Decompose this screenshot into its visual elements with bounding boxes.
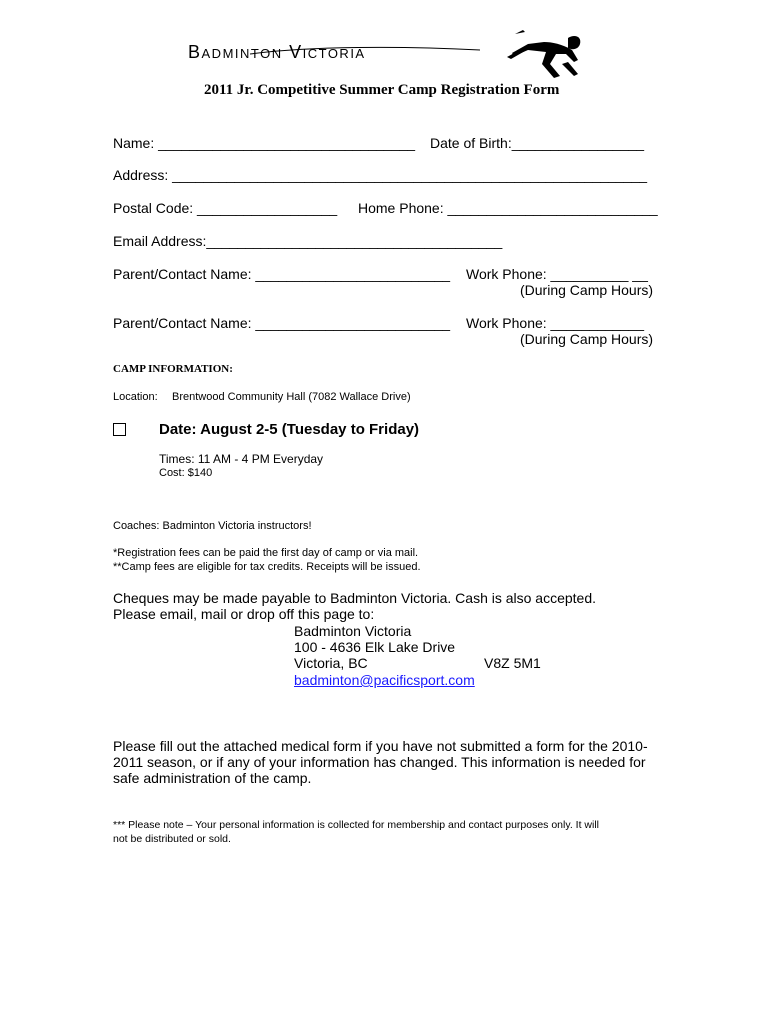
address-field[interactable]: Address: _____________________________________________________________ (113, 167, 648, 183)
camp-cost: Cost: $140 (159, 467, 213, 479)
address-org: Badminton Victoria (294, 623, 412, 639)
during-camp-hours-2: (During Camp Hours) (520, 331, 654, 347)
name-field[interactable]: Name: _________________________________ (113, 135, 416, 151)
work-phone-2-field[interactable]: Work Phone: ____________ (466, 315, 644, 331)
cheques-text: Cheques may be made payable to Badminton Victoria. Cash is also accepted. (113, 590, 597, 606)
address-postal: V8Z 5M1 (484, 655, 541, 671)
camp-times: Times: 11 AM - 4 PM Everyday (159, 452, 324, 466)
form-title: 2011 Jr. Competitive Summer Camp Registration Form (204, 82, 560, 98)
parent-contact-1-field[interactable]: Parent/Contact Name: _________________________ (113, 266, 451, 282)
camp-info-heading: CAMP INFORMATION: (113, 363, 233, 375)
date-checkbox[interactable] (113, 423, 126, 436)
privacy-note-line-1: *** Please note – Your personal information is collected for membership and contact purposes only. It will (113, 819, 599, 831)
medical-form-line-3: safe administration of the camp. (113, 770, 312, 786)
badminton-player-icon (480, 18, 600, 80)
during-camp-hours-1: (During Camp Hours) (520, 282, 654, 298)
dob-field[interactable]: Date of Birth:_________________ (430, 135, 645, 151)
location-value: Brentwood Community Hall (7082 Wallace Drive) (172, 391, 411, 403)
postal-code-field[interactable]: Postal Code: __________________ (113, 200, 338, 216)
parent-contact-2-field[interactable]: Parent/Contact Name: _________________________ (113, 315, 451, 331)
privacy-note-line-2: not be distributed or sold. (113, 833, 231, 845)
medical-form-line-1: Please fill out the attached medical form if you have not submitted a form for the 2010- (113, 738, 648, 754)
coaches-text: Coaches: Badminton Victoria instructors! (113, 520, 312, 532)
location-label: Location: (113, 391, 158, 403)
logo (180, 18, 600, 80)
logo-text: Badminton Victoria (188, 42, 366, 62)
swoosh-line (250, 44, 480, 56)
tax-credit-note: **Camp fees are eligible for tax credits. Receipts will be issued. (113, 561, 421, 573)
medical-form-line-2: 2011 season, or if any of your information has changed. This information is needed for (113, 754, 646, 770)
address-city: Victoria, BC (294, 655, 368, 671)
send-to-text: Please email, mail or drop off this page to: (113, 606, 375, 622)
email-field[interactable]: Email Address:______________________________________ (113, 233, 503, 249)
address-street: 100 - 4636 Elk Lake Drive (294, 639, 456, 655)
work-phone-1-field[interactable]: Work Phone: __________ __ (466, 266, 648, 282)
contact-email-link[interactable]: badminton@pacificsport.com (294, 672, 475, 688)
camp-date: Date: August 2-5 (Tuesday to Friday) (159, 421, 420, 438)
registration-note: *Registration fees can be paid the first day of camp or via mail. (113, 547, 419, 559)
home-phone-field[interactable]: Home Phone: ___________________________ (358, 200, 658, 216)
